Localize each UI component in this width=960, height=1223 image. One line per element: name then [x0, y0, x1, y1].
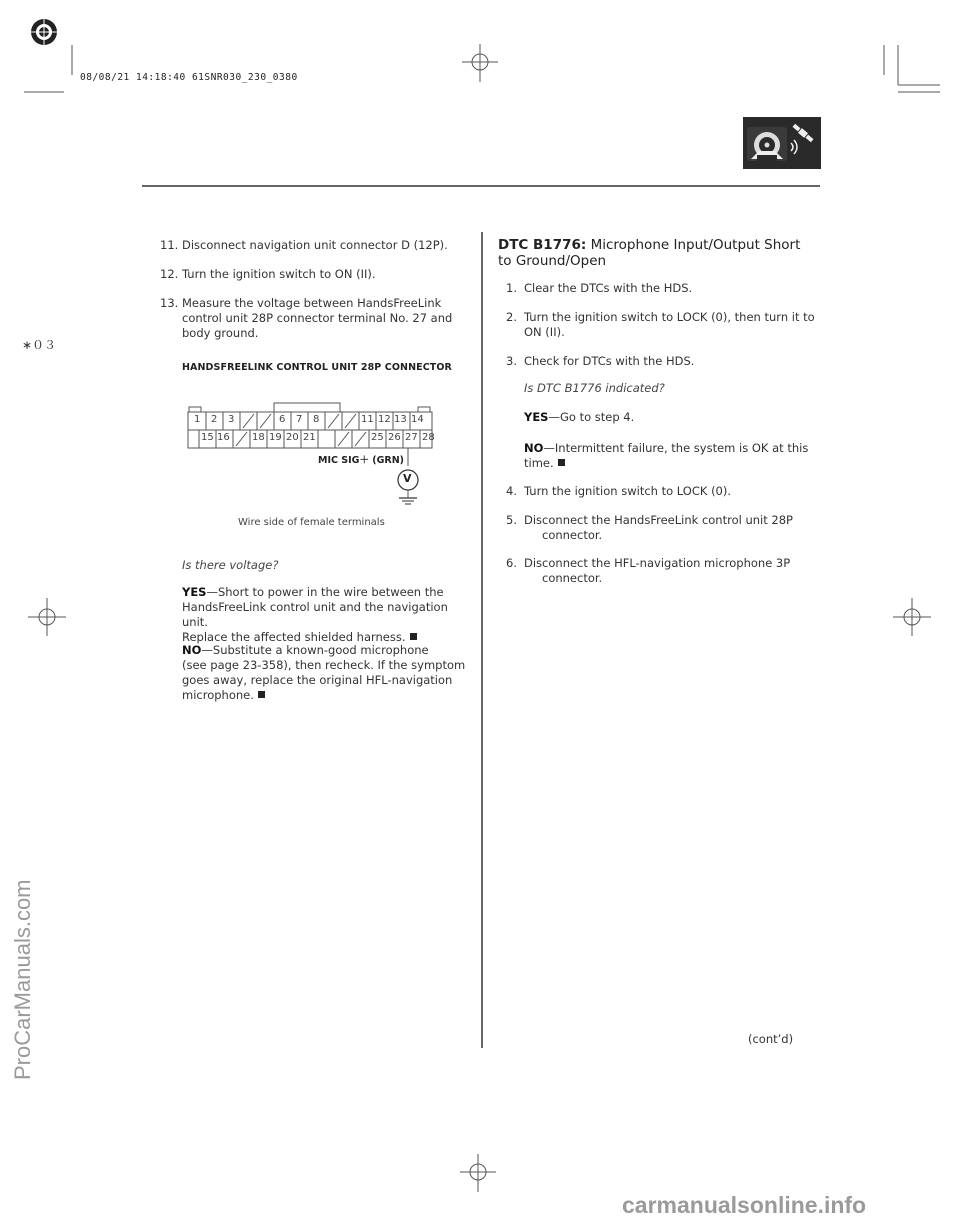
right-no-answer: NO—Intermittent failure, the system is OK at this time. — [524, 441, 809, 470]
dtc-heading: DTC B1776: Microphone Input/Output Short to Ground/Open — [498, 237, 801, 269]
crosshair-right-icon — [893, 598, 931, 636]
registration-circle-icon — [26, 14, 62, 50]
crosshair-bottom-icon — [460, 1154, 496, 1192]
pin-row-2: 15 16 18 19 20 21 25 26 27 28 — [201, 432, 435, 443]
dtc-code: DTC B1776: — [498, 237, 587, 253]
end-mark-icon — [258, 691, 265, 698]
yes-label: YES — [524, 410, 549, 424]
end-mark-icon — [558, 459, 565, 466]
signal-label: MIC SIG＋ (GRN) — [318, 455, 404, 466]
crosshair-top-icon — [462, 44, 498, 82]
step-13: 13. Measure the voltage between HandsFreeLink control unit 28P connector terminal No. 27 and body ground. — [160, 296, 453, 340]
side-code: ∗０３ — [22, 338, 57, 352]
right-yes-answer: YES—Go to step 4. — [524, 410, 635, 424]
watermark-procarmanuals: ProCarManuals.com — [10, 879, 35, 1080]
connector-diagram — [180, 396, 440, 506]
no-label: NO — [182, 643, 202, 657]
print-stamp: 08/08/21 14:18:40 61SNR030_230_0380 — [80, 72, 298, 83]
navigation-system-icon — [743, 117, 821, 169]
voltmeter-icon: V — [403, 472, 412, 485]
figure-caption: Wire side of female terminals — [238, 517, 385, 528]
right-step-2: 2. Turn the ignition switch to LOCK (0), then turn it to ON (II). — [506, 310, 815, 339]
no-label: NO — [524, 441, 544, 455]
left-no-answer: NO—Substitute a known-good microphone (see page 23-358), then recheck. If the symptom goes away, replace the original HFL-navigation microphone. — [182, 643, 466, 702]
left-yes-answer: YES—Short to power in the wire between the HandsFreeLink control unit and the navigation unit. Replace the affected shielded harness. — [182, 585, 448, 644]
end-mark-icon — [410, 633, 417, 640]
yes-label: YES — [182, 585, 207, 599]
continued-label: (cont’d) — [748, 1032, 794, 1046]
right-step-5: 5. Disconnect the HandsFreeLink control unit 28P connector. — [506, 513, 793, 542]
left-question: Is there voltage? — [182, 558, 279, 572]
watermark-carmanualsonline: carmanualsonline.info — [622, 1192, 867, 1218]
right-step-6: 6. Disconnect the HFL-navigation microphone 3P connector. — [506, 556, 791, 585]
pin-row-1: 1 2 3 6 7 8 11 12 13 14 — [194, 414, 424, 425]
right-question: Is DTC B1776 indicated? — [524, 381, 665, 395]
figure-title: HANDSFREELINK CONTROL UNIT 28P CONNECTOR — [182, 362, 452, 373]
